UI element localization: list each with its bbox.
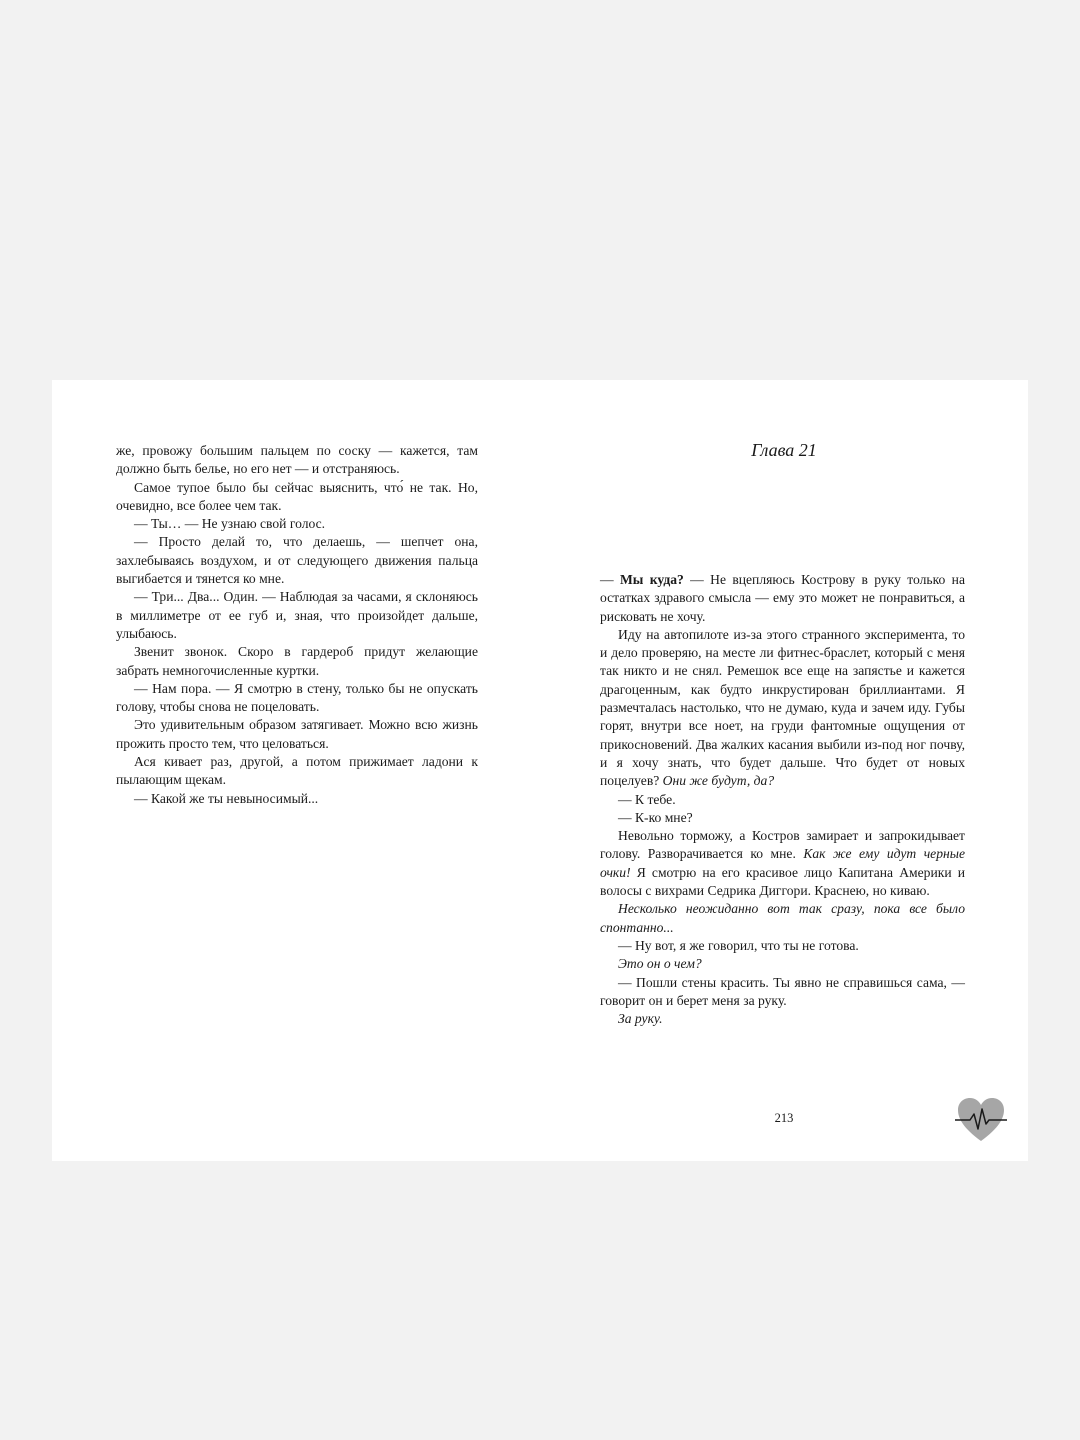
italic-thought: За руку.: [618, 1011, 663, 1027]
left-page-text: [116, 442, 478, 808]
book-spread: [52, 380, 1028, 1161]
italic-thought: Несколько неожиданно вот так сразу, пока все было спонтанно...: [600, 901, 965, 935]
chapter-title: Глава 21: [751, 440, 817, 460]
paragraph: же, провожу большим пальцем по соску — кажется, там должно быть белье, но его нет — и отстраняюсь.: [116, 443, 478, 477]
paragraph: — Просто делай то, что делаешь, — шепчет она, захлебываясь воздухом, и от следующего движения пальца выгибается и тянется ко мне.: [116, 534, 478, 587]
italic-thought: Как же ему идут черные очки!: [600, 846, 965, 880]
dialogue-dash: —: [600, 572, 620, 587]
paragraph: Звенит звонок. Скоро в гардероб придут желающие забрать немногочисленные куртки.: [116, 644, 478, 678]
paragraph: — Ну вот, я же говорил, что ты не готова.: [618, 937, 859, 953]
paragraph: [600, 955, 965, 973]
text-run: — Не вцепляюсь Кострову в руку только на остатках здравого смысла — ему это может не понравиться, а рисковать не хочу.: [600, 572, 965, 624]
paragraph: — Нам пора. — Я смотрю в стену, только бы не опускать голову, чтобы снова не поцеловать.: [116, 680, 478, 715]
paragraph: — Три... Два... Один. — Наблюдая за часами, я склоняюсь в миллиметре от ее губ и, зная, что произойдет дальше, улыбаюсь.: [116, 589, 478, 641]
paragraph: — К-ко мне?: [618, 809, 693, 825]
text-run: Я смотрю на его красивое лицо Капитана Америки и волосы с вихрами Седрика Диггори. Краснею, но киваю.: [600, 864, 965, 899]
paragraph: [600, 1010, 965, 1028]
paragraph: Это удивительным образом затягивает. Можно всю жизнь прожить просто тем, что целоваться.: [116, 717, 478, 751]
paragraph: [600, 827, 965, 900]
italic-thought: Они же будут, да?: [662, 773, 775, 789]
paragraph: Ася кивает раз, другой, а потом прижимает ладони к пылающим щекам.: [116, 754, 478, 788]
paragraph: [600, 571, 965, 626]
text-run: Иду на автопилоте из-за этого странного эксперимента, то и дело проверяю, на месте ли фитнес-браслет, который с меня так никто и не снял. Ремешок все еще на запястье и кажется драгоценным, как будто инкрустирован бриллиантами. Я размечталась настолько, что не думаю, куда и зачем иду. Губы горят, внутри все ноет, на груди фантомные ощущения от прикосновений. Два жалких касания выбили из-под ног почву, и я хочу знать, что будет дальше. Что будет от новых поцелуев?: [600, 626, 965, 789]
text-run: Невольно торможу, а Костров замирает и запрокидывает голову. Разворачивается ко мне.: [600, 828, 965, 862]
paragraph: — Пошли стены красить. Ты явно не справишься сама, — говорит он и берет меня за руку.: [600, 974, 965, 1008]
heart-pulse-icon: [955, 1096, 1007, 1144]
paragraph: — К тебе.: [618, 791, 676, 807]
bold-phrase: Мы куда?: [619, 572, 684, 587]
paragraph: — Ты… — Не узнаю свой голос.: [134, 516, 326, 532]
italic-thought: Это он о чем?: [618, 956, 702, 972]
page-number: 213: [774, 1111, 794, 1125]
left-page: [52, 380, 540, 1161]
paragraph: Самое тупое было бы сейчас выяснить, что́ не так. Но, очевидно, все более чем так.: [116, 479, 478, 513]
paragraph: — Какой же ты невыносимый...: [134, 790, 319, 806]
right-page: [540, 380, 1028, 1161]
paragraph: [600, 626, 965, 791]
right-page-text: [600, 571, 965, 1028]
paragraph: [600, 900, 965, 937]
